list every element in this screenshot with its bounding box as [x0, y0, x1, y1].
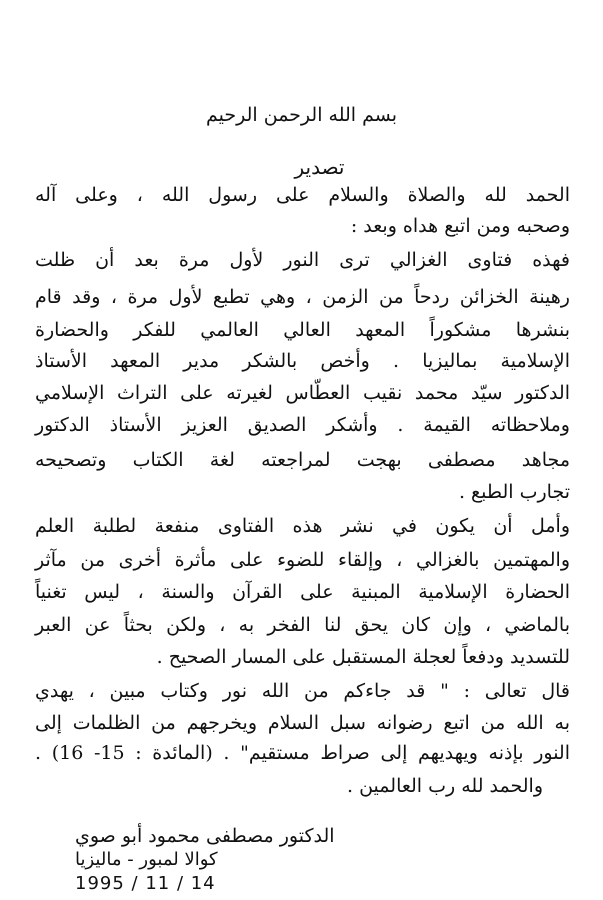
signature-name: الدكتور مصطفى محمود أبو صوي: [75, 825, 335, 847]
body-line-2: وصحبه ومن اتبع هداه وبعد :: [350, 215, 570, 237]
signature-city: كوالا لمبور - ماليزيا: [75, 849, 218, 870]
body-line-18: النور بإذنه ويهديهم إلى صراط مستقيم" . (المائدة : 15- 16) .: [35, 742, 570, 764]
body-line-11: وأمل أن يكون في نشر هذه الفتاوى منفعة لطلبة العلم: [35, 515, 570, 537]
body-line-14: بالماضي ، وإن كان يحق لنا الفخر به ، ولكن بحثاً عن العبر: [35, 614, 570, 636]
body-line-16: قال تعالى : " قد جاءكم من الله نور وكتاب مبين ، يهدي: [35, 680, 570, 702]
body-line-19: والحمد لله رب العالمين .: [347, 775, 543, 797]
body-line-13: الحضارة الإسلامية المبنية على القرآن والسنة ، ليس تغنياً: [35, 581, 570, 603]
body-line-3: فهذه فتاوى الغزالي ترى النور لأول مرة بعد أن ظلت: [35, 249, 570, 271]
signature-date: 1995 / 11 / 14: [75, 873, 216, 894]
body-line-6: الإسلامية بماليزيا . وأخص بالشكر مدير المعهد الأستاذ: [35, 350, 570, 372]
body-line-8: وملاحظاته القيمة . وأشكر الصديق العزيز الأستاذ الدكتور: [35, 414, 570, 436]
body-line-1: الحمد لله والصلاة والسلام على رسول الله ، وعلى آله: [35, 184, 570, 206]
page-title: تصدير: [294, 155, 345, 179]
body-line-5: بنشرها مشكوراً المعهد العالي العالمي للفكر والحضارة: [35, 319, 570, 341]
basmala: بسم الله الرحمن الرحيم: [206, 104, 397, 126]
body-line-9: مجاهد مصطفى بهجت لمراجعته لغة الكتاب وتصحيحه: [35, 449, 570, 471]
body-line-12: والمهتمين بالغزالي ، وإلقاء للضوء على مأثرة أخرى من مآثر: [35, 549, 570, 571]
body-line-7: الدكتور سيّد محمد نقيب العطّاس لغيرته على التراث الإسلامي: [35, 382, 570, 404]
body-line-4: رهينة الخزائن ردحاً من الزمن ، وهي تطبع لأول مرة ، وقد قام: [35, 286, 570, 308]
body-line-15: للتسديد ودفعاً لعجلة المستقبل على المسار الصحيح .: [156, 646, 570, 668]
body-line-10: تجارب الطبع .: [458, 481, 570, 503]
body-line-17: به الله من اتبع رضوانه سبل السلام ويخرجهم من الظلمات إلى: [35, 712, 570, 734]
